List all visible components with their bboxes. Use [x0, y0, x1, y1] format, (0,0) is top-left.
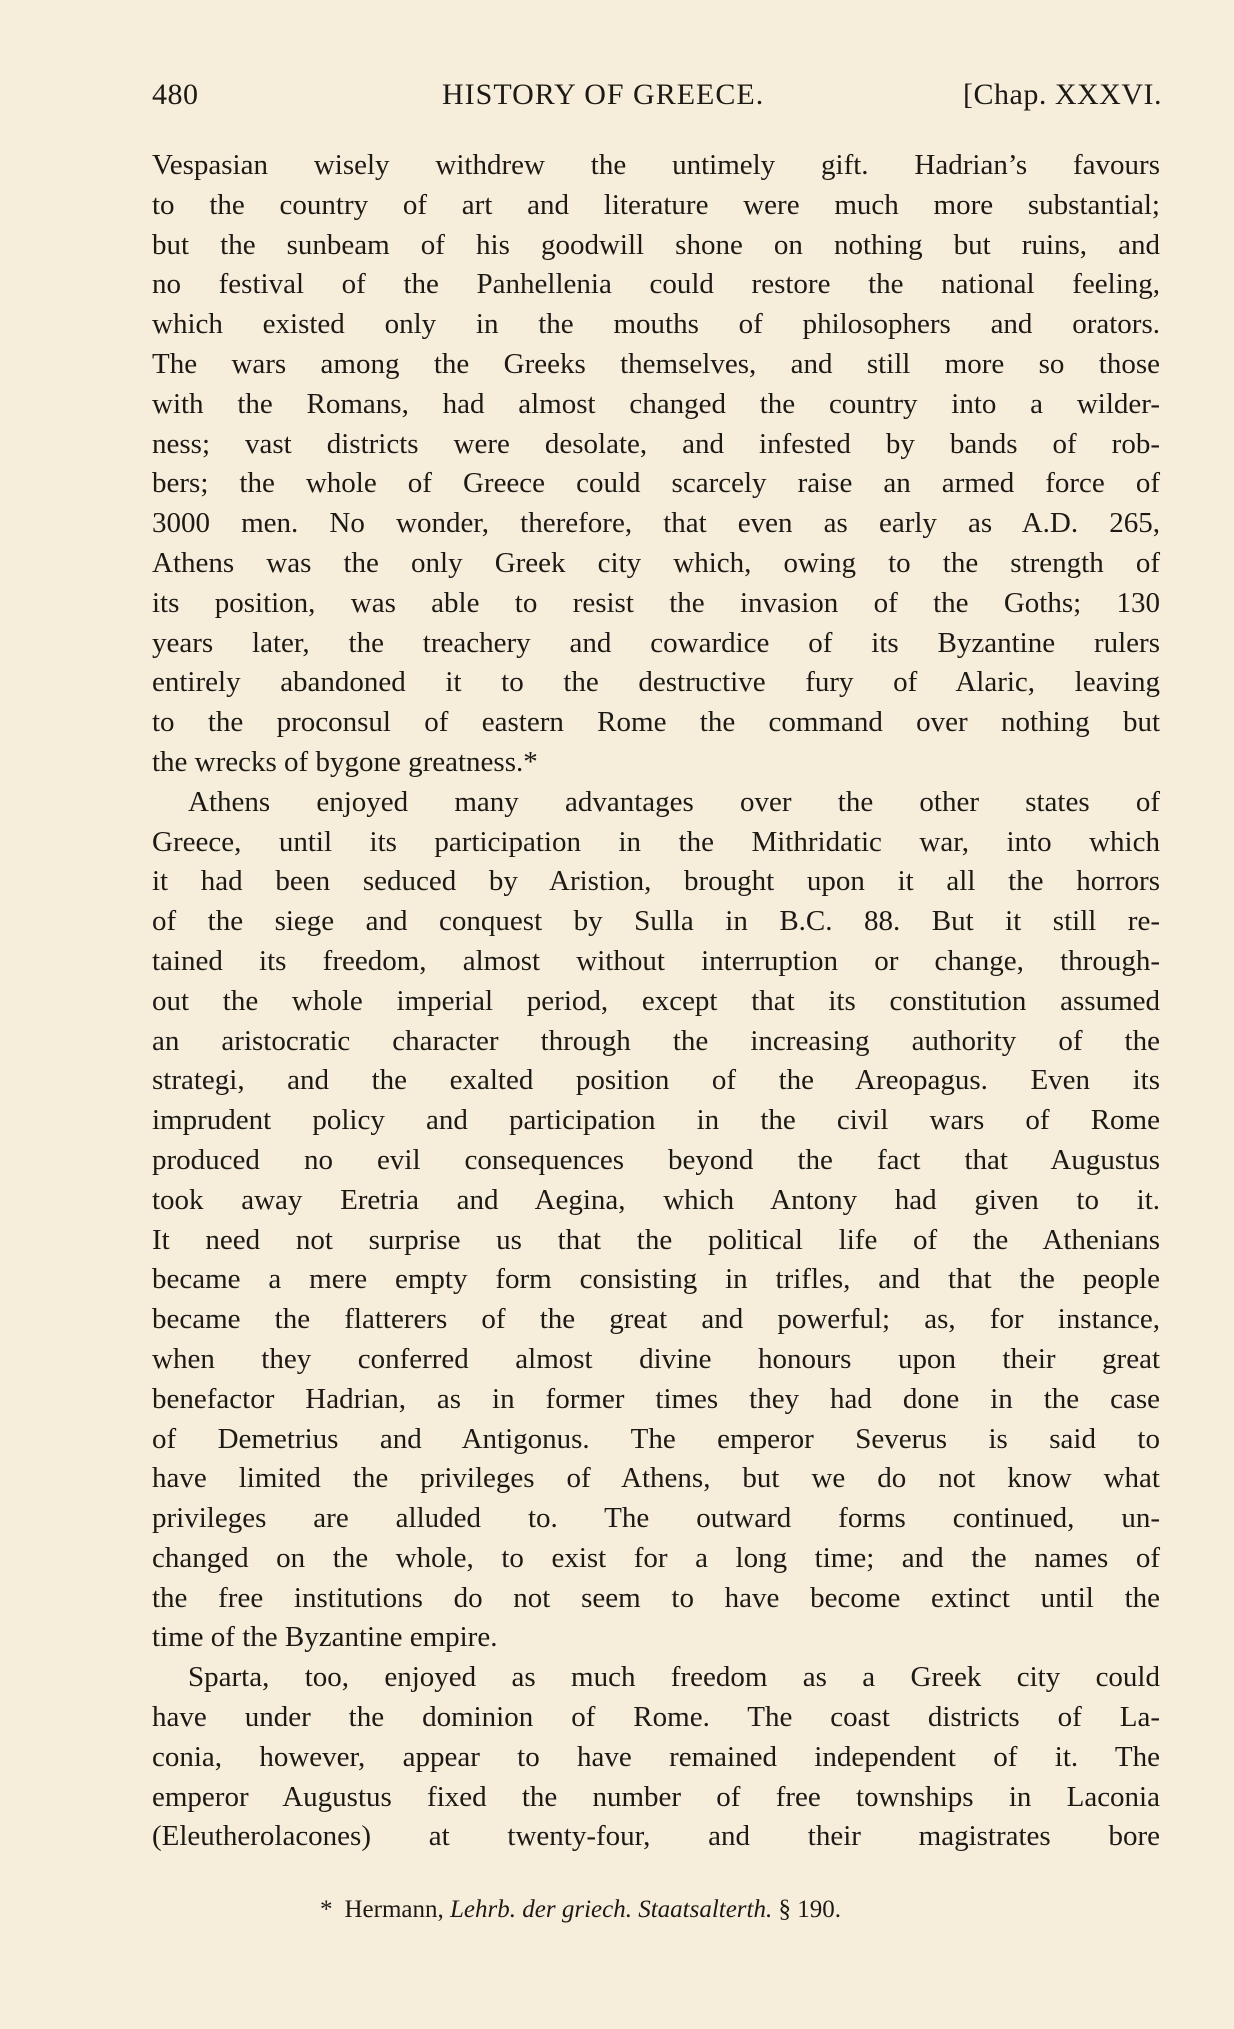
text-line: privileges are alluded to. The outward forms continued, un- [152, 1502, 1160, 1535]
text-line: became a mere empty form consisting in trifles, and that the people [152, 1263, 1160, 1296]
footnote-section: § 190. [778, 1896, 841, 1923]
text-line: of Demetrius and Antigonus. The emperor Severus is said to [152, 1422, 1160, 1455]
text-line: became the flatterers of the great and powerful; as, for instance, [152, 1303, 1160, 1336]
text-line: Athens enjoyed many advantages over the other states of [188, 785, 1160, 818]
text-line: (Eleutherolacones) at twenty-four, and their magistrates bore [152, 1820, 1160, 1853]
text-line: strategi, and the exalted position of the Areopagus. Even its [152, 1064, 1160, 1097]
footnote-author: Hermann, [344, 1896, 444, 1923]
text-line: Vespasian wisely withdrew the untimely gift. Hadrian’s favours [152, 149, 1160, 181]
text-line: Greece, until its participation in the Mithridatic war, into which [152, 825, 1160, 858]
running-title: HISTORY OF GREECE. [442, 78, 765, 111]
text-line: ness; vast districts were desolate, and infested by bands of rob- [152, 427, 1160, 460]
text-line: tained its freedom, almost without interruption or change, through- [152, 944, 1160, 977]
text-line: The wars among the Greeks themselves, and still more so those [152, 347, 1160, 380]
text-line: emperor Augustus fixed the number of free townships in Laconia [152, 1780, 1160, 1813]
page-number: 480 [152, 78, 199, 111]
text-line: time of the Byzantine empire. [152, 1621, 498, 1654]
text-line: no festival of the Panhellenia could restore the national feeling, [152, 268, 1160, 301]
text-line: when they conferred almost divine honours upon their great [152, 1342, 1160, 1375]
text-line: imprudent policy and participation in the civil wars of Rome [152, 1104, 1160, 1137]
text-line: benefactor Hadrian, as in former times they had done in the case [152, 1382, 1160, 1415]
text-line: to the country of art and literature were much more substantial; [152, 188, 1160, 221]
text-line: years later, the treachery and cowardice of its Byzantine rulers [152, 626, 1160, 659]
footnote [320, 1896, 841, 1924]
text-line: but the sunbeam of his goodwill shone on nothing but ruins, and [152, 228, 1160, 261]
footnote-work-title: Lehrb. der griech. Staatsalterth. [450, 1896, 773, 1923]
text-line: it had been seduced by Aristion, brought upon it all the horrors [152, 865, 1160, 898]
text-line: out the whole imperial period, except that its constitution assumed [152, 984, 1160, 1017]
text-line: with the Romans, had almost changed the country into a wilder- [152, 387, 1160, 420]
text-line: It need not surprise us that the political life of the Athenians [152, 1223, 1160, 1256]
text-line: 3000 men. No wonder, therefore, that even as early as A.D. 265, [152, 507, 1160, 540]
text-line: produced no evil consequences beyond the fact that Augustus [152, 1143, 1160, 1176]
text-line: conia, however, appear to have remained independent of it. The [152, 1740, 1160, 1773]
text-line: an aristocratic character through the increasing authority of the [152, 1024, 1160, 1057]
text-line: changed on the whole, to exist for a long time; and the names of [152, 1541, 1160, 1574]
text-line: took away Eretria and Aegina, which Antony had given to it. [152, 1183, 1160, 1216]
text-line: Sparta, too, enjoyed as much freedom as a Greek city could [188, 1661, 1160, 1694]
body-text [152, 146, 1160, 1857]
text-line: entirely abandoned it to the destructive fury of Alaric, leaving [152, 666, 1160, 699]
text-line: which existed only in the mouths of philosophers and orators. [152, 308, 1160, 341]
text-line: the wrecks of bygone greatness.* [152, 745, 538, 778]
text-line: Athens was the only Greek city which, owing to the strength of [152, 546, 1160, 579]
text-line: to the proconsul of eastern Rome the command over nothing but [152, 706, 1160, 739]
text-line: the free institutions do not seem to have become extinct until the [152, 1581, 1160, 1614]
text-line: bers; the whole of Greece could scarcely raise an armed force of [152, 467, 1160, 500]
text-line: its position, was able to resist the invasion of the Goths; 130 [152, 586, 1160, 619]
text-line: have under the dominion of Rome. The coast districts of La- [152, 1701, 1160, 1734]
footnote-marker: * [320, 1896, 333, 1923]
text-line: of the siege and conquest by Sulla in B.C. 88. But it still re- [152, 905, 1160, 938]
text-line: have limited the privileges of Athens, but we do not know what [152, 1462, 1160, 1495]
running-header [152, 78, 1162, 118]
chapter-label: [Chap. XXXVI. [963, 78, 1162, 111]
